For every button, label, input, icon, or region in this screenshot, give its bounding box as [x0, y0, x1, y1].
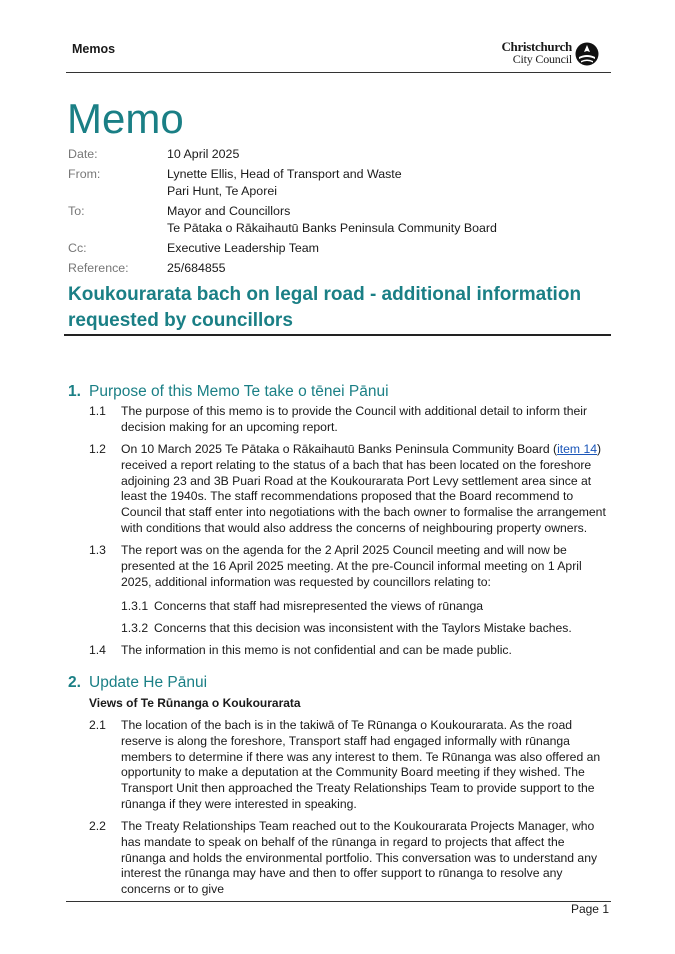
to-value-1: Mayor and Councillors: [167, 204, 291, 218]
logo-line-1: Christchurch: [501, 39, 572, 54]
subparagraph-number: 1.3.2: [121, 621, 149, 635]
subparagraph-text: Concerns that this decision was inconsistent with the Taylors Mistake baches.: [154, 621, 572, 635]
paragraph-text: The purpose of this memo is to provide the Council with additional detail to inform their decision making for an upcoming report.: [121, 404, 588, 434]
section-1-heading: [68, 382, 389, 402]
section-2-title: Update He Pānui: [89, 674, 208, 691]
paragraph-text-b: ) received a report relating to the status of a bach that has been located on the foreshore adjoining 23 and 3B Puari Road at the Koukourarata Port Levy settlement area since at least the 1940s. The staff recommendations proposed that the Board recommend to Council that staff enter into negotiations with the bach owner to formalise the arrangement with conditions that would also address the concerns of neighbouring property owners.: [121, 442, 606, 535]
section-2-number: 2.: [68, 674, 81, 691]
reference-value: 25/684855: [167, 261, 226, 275]
subparagraph-number: 1.3.1: [121, 599, 149, 613]
section-2-heading: [68, 673, 207, 693]
subject-line-2: requested by councillors: [68, 310, 293, 331]
paragraph-1-3: [89, 543, 609, 590]
section-1-number: 1.: [68, 383, 81, 400]
section-2-subheading: Views of Te Rūnanga o Koukourarata: [89, 696, 301, 710]
reference-label: Reference:: [68, 261, 129, 275]
from-value-1: Lynette Ellis, Head of Transport and Waste: [167, 167, 402, 181]
paragraph-text: The report was on the agenda for the 2 April 2025 Council meeting and will now be presented at the 16 April 2025 meeting. At the pre-Council informal meeting on 1 April 2025, additional information was requested by councillors relating to:: [121, 543, 582, 589]
section-1-title: Purpose of this Memo Te take o tēnei Pānui: [89, 383, 389, 400]
paragraph-1-1: [89, 404, 609, 436]
paragraph-2-2: [89, 819, 609, 898]
cc-value: Executive Leadership Team: [167, 241, 319, 255]
subparagraph-1-3-1: [121, 598, 483, 614]
paragraph-text: The Treaty Relationships Team reached out to the Koukourarata Projects Manager, who has mandate to speak on behalf of the rūnanga in regard to projects that affect the rūnanga and holds the environmental portfolio. This conversation was to understand any interest the rūnanga may have and then to offer support to rūnanga to resolve any concerns or to give: [121, 819, 598, 897]
subject-rule: [64, 334, 611, 336]
memo-meta: [68, 146, 497, 280]
header-rule: [66, 72, 611, 73]
header-label: Memos: [72, 42, 116, 56]
paragraph-text: The location of the bach is in the takiwā of Te Rūnanga o Koukourarata. As the road reserve is along the foreshore, Transport staff had engaged informally with rūnanga members to determine if there was any interest to them. Te Rūnanga was also offered an opportunity to make a deputation at the Community Board meeting if they wished. The Transport Unit then approached the Treaty Relationships Team to provide support to the rūnanga if they were interested in speaking.: [121, 718, 601, 811]
council-logo: [498, 41, 600, 67]
subparagraph-1-3-2: [121, 620, 572, 636]
paragraph-text: The information in this memo is not confidential and can be made public.: [121, 643, 512, 657]
paragraph-number: 1.4: [89, 643, 106, 657]
paragraph-number: 1.1: [89, 404, 106, 418]
subparagraph-text: Concerns that staff had misrepresented the views of rūnanga: [154, 599, 484, 613]
item-14-link[interactable]: item 14: [557, 442, 598, 456]
date-label: Date:: [68, 147, 98, 161]
from-label: From:: [68, 167, 101, 181]
to-label: To:: [68, 204, 85, 218]
from-value-2: Pari Hunt, Te Aporei: [167, 184, 277, 198]
christchurch-cathedral-mark-icon: [574, 42, 600, 66]
paragraph-1-2: [89, 442, 609, 537]
date-value: 10 April 2025: [167, 147, 240, 161]
memo-subject: [68, 282, 628, 334]
paragraph-text-a: On 10 March 2025 Te Pātaka o Rākaihautū Banks Peninsula Community Board (: [121, 442, 558, 456]
page-number: Page 1: [570, 902, 609, 916]
memo-title: Memo: [67, 95, 184, 142]
footer-rule: [66, 901, 611, 902]
paragraph-2-1: [89, 718, 609, 813]
subject-line-1: Koukourarata bach on legal road - additional information: [68, 284, 582, 305]
to-value-2: Te Pātaka o Rākaihautū Banks Peninsula Community Board: [167, 221, 497, 235]
logo-line-2: City Council: [512, 52, 572, 66]
paragraph-number: 2.2: [89, 819, 106, 833]
paragraph-number: 1.3: [89, 543, 106, 557]
paragraph-1-4: [89, 643, 609, 659]
paragraph-number: 1.2: [89, 442, 106, 456]
cc-label: Cc:: [68, 241, 87, 255]
paragraph-number: 2.1: [89, 718, 106, 732]
